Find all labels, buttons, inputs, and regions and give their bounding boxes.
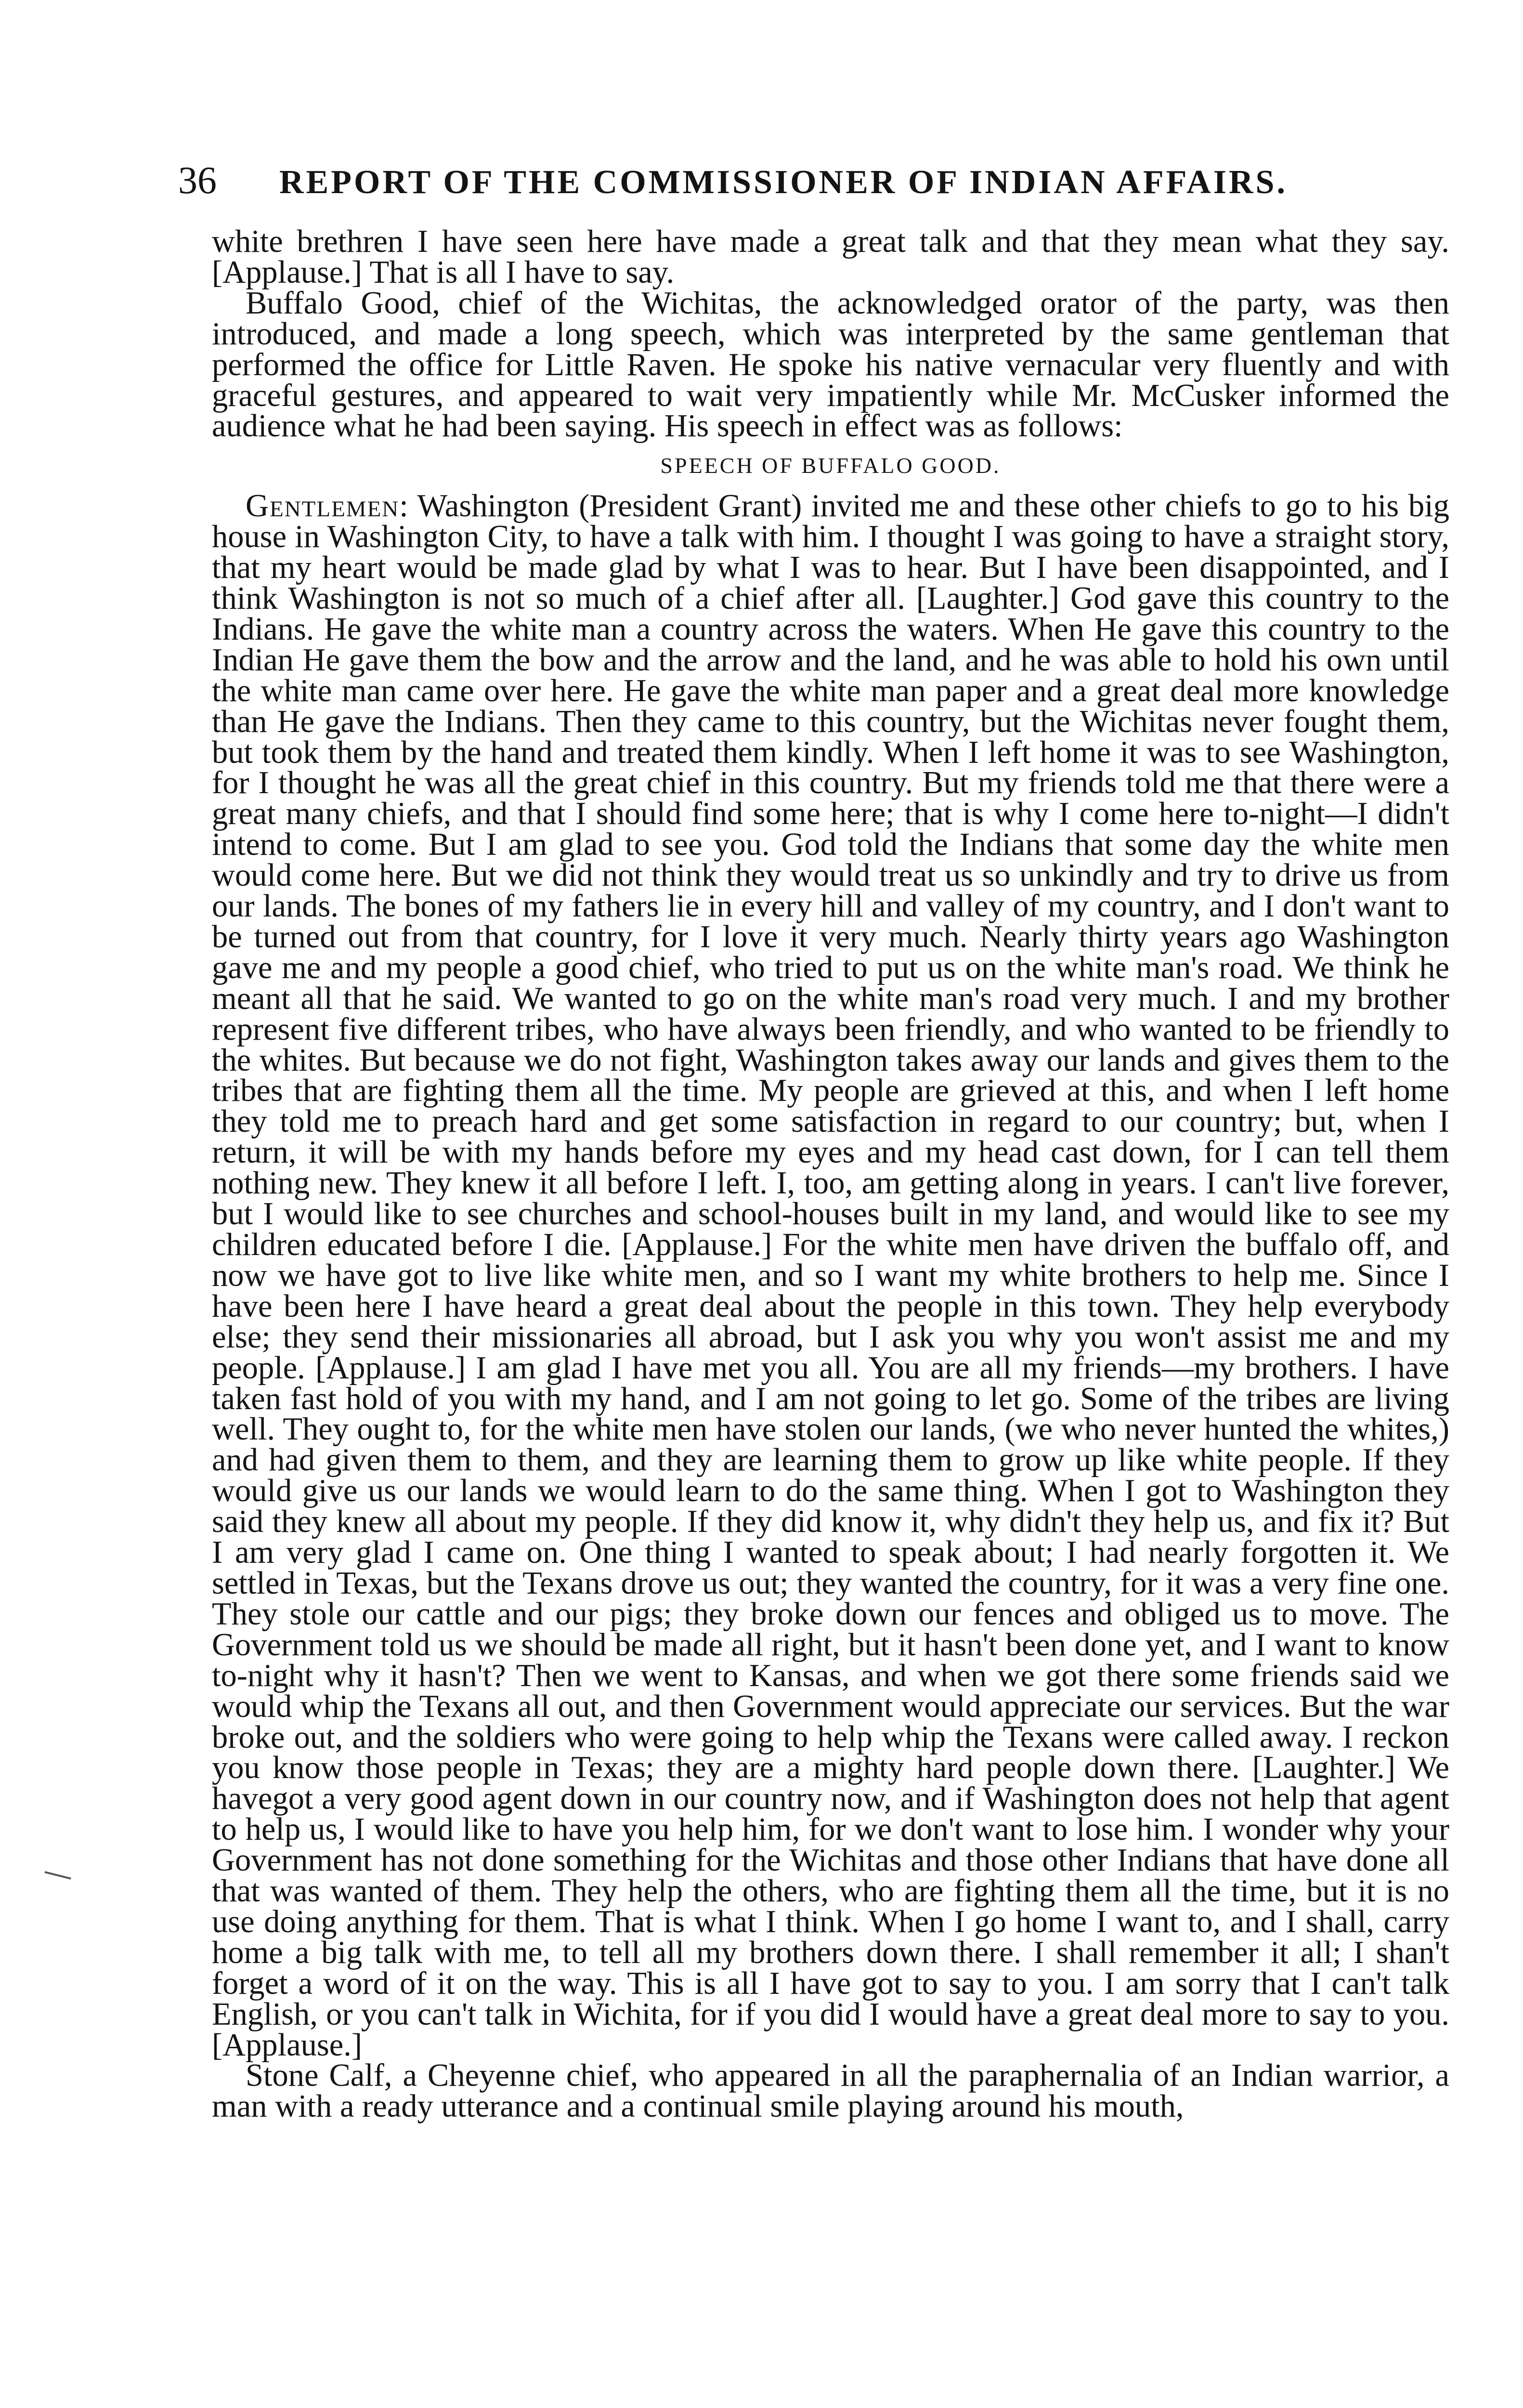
body-text bbox=[212, 226, 1449, 2122]
speech-salutation: Gentlemen bbox=[246, 488, 400, 524]
page-header bbox=[178, 159, 1449, 203]
continued-paragraph: white brethren I have seen here have made a great talk and that they mean what they say. [Applause.] That is all I have to say. bbox=[212, 224, 1449, 290]
speech-paragraph bbox=[212, 488, 1449, 2063]
intro-paragraph: Buffalo Good, chief of the Wichitas, the acknowledged orator of the party, was then introduced, and made a long speech, which was interpreted by the same gentleman that performed the office for Little Raven. He spoke his native vernacular very fluently and with graceful gestures, and appeared to wait very impatiently while Mr. McCusker informed the audience what he had been saying. His speech in effect was as follows: bbox=[212, 285, 1449, 444]
running-head: REPORT OF THE COMMISSIONER OF INDIAN AFFAIRS. bbox=[279, 164, 1288, 201]
margin-mark bbox=[44, 1871, 71, 1879]
page-number: 36 bbox=[178, 159, 217, 202]
speech-body: : Washington (President Grant) invited me and these other chiefs to go to his big house in Washington City, to have a talk with him. I thought I was going to have a straight story, that my heart would be made glad by what I was to hear. But I have been disappointed, and I think Washington is not so much of a chief after all. [Laughter.] God gave this country to the Indians. He gave the white man a country across the waters. When He gave this country to the Indian He gave them the bow and the arrow and the land, and he was able to hold his own until the white man came over here. He gave the white man paper and a great deal more knowledge than He gave the Indians. Then they came to this country, but the Wichitas never fought them, but took them by the hand and treated them kindly. When I left home it was to see Washington, for I thought he was all the great chief in this country. But my friends told me that there were a great many chiefs, and that I should find some here; that is why I come here to-night—I didn't intend to come. But I am glad to see you. God told the Indians that some day the white men would come here. But we did not think they would treat us so unkindly and try to drive us from our lands. The bones of my fathers lie in every hill and valley of my country, and I don't want to be turned out from that country, for I love it very much. Nearly thirty years ago Washington gave me and my people a good chief, who tried to put us on the white man's road. We think he meant all that he said. We wanted to go on the white man's road very much. I and my brother represent five different tribes, who have always been friendly, and who wanted to be friendly to the whites. But because we do not fight, Washington takes away our lands and gives them to the tribes that are fighting them all the time. My people are grieved at this, and when I left home they told me to preach hard and get some satisfaction in regard to our country; but, when I return, it will be with my hands before my eyes and my head cast down, for I can tell them nothing new. They knew it all before I left. I, too, am getting along in years. I can't live forever, but I would like to see churches and school-houses built in my land, and would like to see my children educated before I die. [Applause.] For the white men have driven the buffalo off, and now we have got to live like white men, and so I want my white brothers to help me. Since I have been here I have heard a great deal about the people in this town. They help everybody else; they send their missionaries all abroad, but I ask you why you won't assist me and my people. [Applause.] I am glad I have met you all. You are all my friends—my brothers. I have taken fast hold of you with my hand, and I am not going to let go. Some of the tribes are living well. They ought to, for the white men have stolen our lands, (we who never hunted the whites,) and had given them to them, and they are learning them to grow up like white people. If they would give us our lands we would learn to do the same thing. When I got to Washington they said they knew all about my people. If they did know it, why didn't they help us, and fix it? But I am very glad I came on. One thing I wanted to speak about; I had nearly forgotten it. We settled in Texas, but the Texans drove us out; they wanted the country, for it was a very fine one. They stole our cattle and our pigs; they broke down our fences and obliged us to move. The Government told us we should be made all right, but it hasn't been done yet, and I want to know to-night why it hasn't? Then we went to Kansas, and when we got there some friends said we would whip the Texans all out, and then Government would appreciate our services. But the war broke out, and the soldiers who were going to help whip the Texans were called away. I reckon you know those people in Texas; they are a mighty hard people down there. [Laughter.] We havegot a very good agent down in our country now, and if Washington does not help that agent to help us, I would like to have you help him, for we don't want to lose him. I wonder why your Government has not done something for the Wichitas and those other Indians that have done all that was wanted of them. They help the others, who are fighting them all the time, but it is no use doing anything for them. That is what I think. When I go home I want to, and I shall, carry home a big talk with me, to tell all my brothers down there. I shall remember it all; I shan't forget a word of it on the way. This is all I have got to say to you. I am sorry that I can't talk English, or you can't talk in Wichita, for if you did I would have a great deal more to say to you. [Applause.] bbox=[212, 488, 1449, 2063]
section-heading: SPEECH OF BUFFALO GOOD. bbox=[660, 453, 1001, 478]
closing-paragraph: Stone Calf, a Cheyenne chief, who appeared in all the paraphernalia of an Indian warrior, a man with a ready utterance and a continual smile playing around his mouth, bbox=[212, 2058, 1449, 2124]
